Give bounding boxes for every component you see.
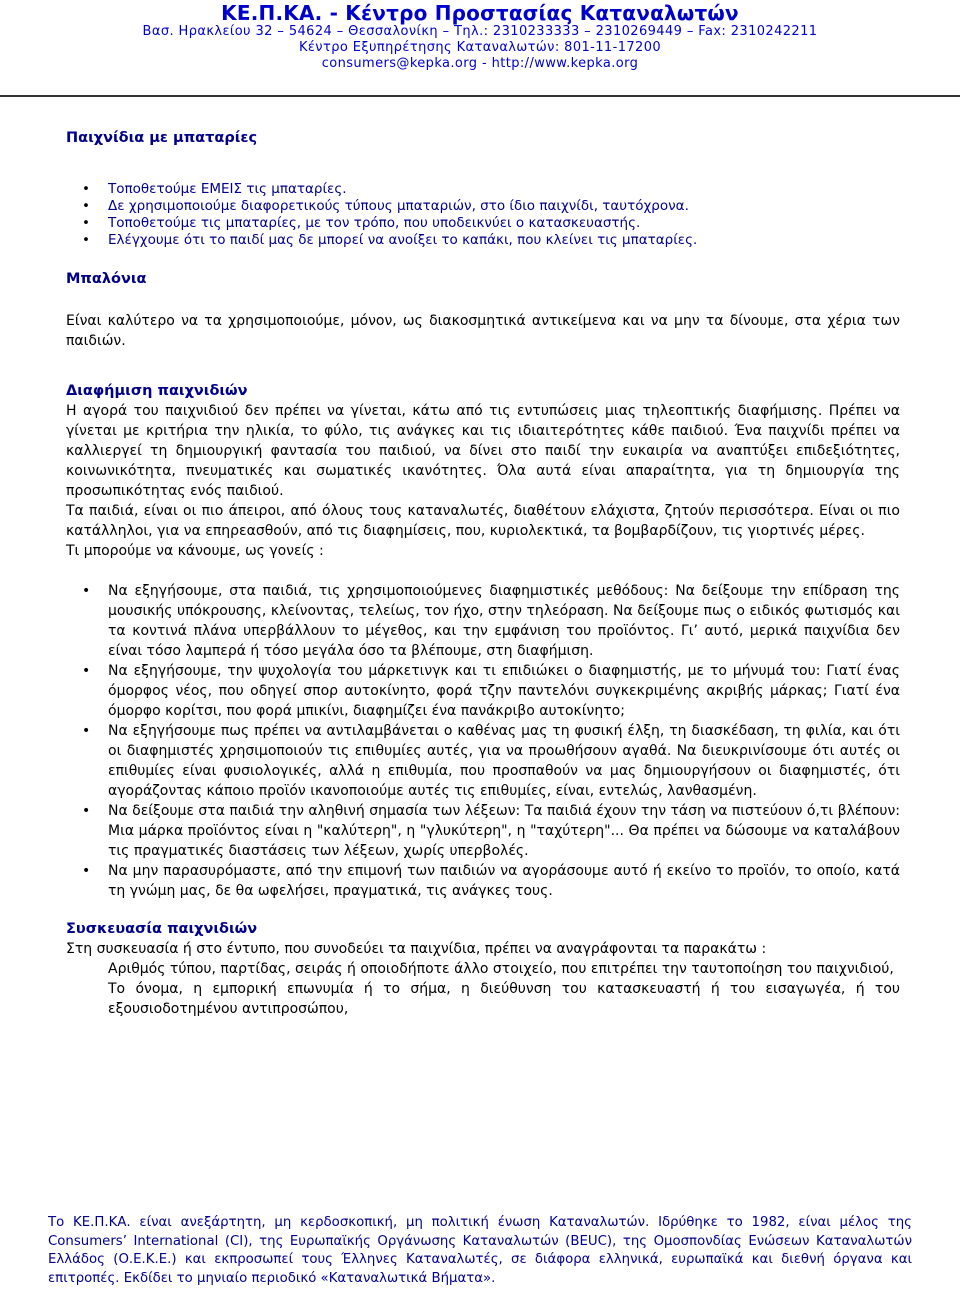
list-item: • Να εξηγήσουμε, στα παιδιά, τις χρησιμοποιούμενες διαφημιστικές μεθόδους: Να δείξουμε την επίδραση της μουσικής υπόκρουσης, κλείνοντας, τελείως, τον ήχο, στην τηλεόραση. Να δείξουμε πως ο ειδικός φωτισμός και τα κοντινά πλάνα υπερβάλλουν το μέγεθος, και την εμφάνιση του προϊόντος. Γι’ αυτό, μερικά παιχνίδια δεν είναι τόσο λαμπερά ή τόσο μεγάλα όσο τα βλέπουμε, στη διαφήμιση. xyxy=(66,581,900,661)
list-item: Αριθμός τύπου, παρτίδας, σειράς ή οποιοδήποτε άλλο στοιχείο, που επιτρέπει την ταυτοποίηση του παιχνιδιού, xyxy=(108,960,894,977)
contact-line: consumers@kepka.org - http://www.kepka.org xyxy=(321,56,639,71)
packaging-list xyxy=(66,959,900,1019)
balloons-text: Είναι καλύτερο να τα χρησιμοποιούμε, μόνον, ως διακοσμητικά αντικείμενα και να μην τα δίνουμε, στα χέρια των παιδιών. xyxy=(66,312,900,349)
list-item: • Δε χρησιμοποιούμε διαφορετικούς τύπους μπαταριών, στο ίδιο παιχνίδι, ταυτόχρονα. xyxy=(66,198,900,215)
header-divider xyxy=(0,95,960,97)
advertising-paragraph: Η αγορά του παιχνιδιού δεν πρέπει να γίνεται, κάτω από τις εντυπώσεις μιας τηλεοπτικής διαφήμισης. Πρέπει να γίνεται με κριτήρια την ηλικία, το φύλο, τις ανάγκες και τις ιδιαιτερότητες κάθε παιδιού. Ένα παιχνίδι πρέπει να καλλιεργεί τη δημιουργική φαντασία του παιδιού, να δίνει στο παιδί την ευκαιρία να αναπτύξει επιδεξιότητες, κοινωνικότητα, πνευματικές και σωματικές ικανότητες. Όλα αυτά είναι απαραίτητα, για τη δημιουργία της προσωπικότητας ενός παιδιού. xyxy=(66,402,900,499)
advertising-heading: Διαφήμιση παιχνιδιών xyxy=(66,382,248,399)
advertising-question: Τι μπορούμε να κάνουμε, ως γονείς : xyxy=(66,542,324,559)
batteries-heading: Παιχνίδια με μπαταρίες xyxy=(66,130,258,146)
address-line: Βασ. Ηρακλείου 32 – 54624 – Θεσσαλονίκη – Τηλ.: 2310233333 – 2310269449 – Fax: 2310242211 xyxy=(142,24,818,39)
packaging-heading: Συσκευασία παιχνιδιών xyxy=(66,920,258,937)
service-line: Κέντρο Εξυπηρέτησης Καταναλωτών: 801-11-17200 xyxy=(298,40,662,55)
balloons-heading: Μπαλόνια xyxy=(66,270,147,287)
advertising-list xyxy=(66,581,900,901)
list-item: • Να δείξουμε στα παιδιά την αληθινή σημασία των λέξεων: Τα παιδιά έχουν την τάση να πιστεύουν ό,τι βλέπουν: Μια μάρκα προϊόντος είναι η "καλύτερη", η "γλυκύτερη", η "ταχύτερη"... Θα πρέπει να δώσουμε να καταλάβουν τις πραγματικές διαστάσεις των λέξεων, χωρίς υπερβολές. xyxy=(66,801,900,861)
list-item: • Τοποθετούμε ΕΜΕΙΣ τις μπαταρίες. xyxy=(66,181,900,198)
organization-title: ΚΕ.Π.ΚΑ. - Κέντρο Προστασίας Καταναλωτών xyxy=(221,1,739,25)
packaging-intro: Στη συσκευασία ή στο έντυπο, που συνοδεύει τα παιχνίδια, πρέπει να αναγράφονται τα παρακάτω : xyxy=(66,940,767,957)
list-item: Το όνομα, η εμπορική επωνυμία ή το σήμα, η διεύθυνση του κατασκευαστή ή του εισαγωγέα, ή του εξουσιοδοτημένου αντιπροσώπου, xyxy=(108,980,900,1017)
document-body xyxy=(66,128,900,1019)
list-item: • Να εξηγήσουμε πως πρέπει να αντιλαμβάνεται ο καθένας μας τη φυσική έλξη, τη διασκέδαση, τη φιλία, και ότι οι διαφημιστές χρησιμοποιούν τις επιθυμίες αυτές, για να προωθήσουν αγαθά. Να διευκρινίσουμε ότι αυτές οι επιθυμίες είναι φυσιολογικές, αλλά η επιθυμία, που προσπαθούν να μας δημιουργήσουν οι διαφημιστές, ότι αγοράζοντας κάποιο προϊόν ικανοποιούμε αυτές τις επιθυμίες, είναι, εντελώς, λανθασμένη. xyxy=(66,721,900,801)
list-item: • Να εξηγήσουμε, την ψυχολογία του μάρκετινγκ και τι επιδιώκει ο διαφημιστής, με το μήνυμά του: Γιατί ένας όμορφος νέος, που οδηγεί σπορ αυτοκίνητο, φορά τζην παντελόνι συγκεκριμένης ακριβής μάρκας; Γιατί ένα όμορφο κορίτσι, που φορά μπικίνι, διαφημίζει ένα πανάκριβο αυτοκίνητο; xyxy=(66,661,900,721)
document-header xyxy=(0,0,960,72)
advertising-paragraph: Τα παιδιά, είναι οι πιο άπειροι, από όλους τους καταναλωτές, διαθέτουν ελάχιστα, ζητούν περισσότερα. Είναι οι πιο κατάλληλοι, για να επηρεασθούν, από τις διαφημίσεις, που, κυριολεκτικά, τα βομβαρδίζουν, τις γιορτινές μέρες. xyxy=(66,502,900,539)
list-item: • Να μην παρασυρόμαστε, από την επιμονή των παιδιών να αγοράσουμε αυτό ή εκείνο το προϊόν, το οποίο, κατά τη γνώμη μας, δε θα ωφελήσει, πραγματικά, τις ανάγκες τους. xyxy=(66,861,900,901)
footer-note: Το ΚΕ.Π.ΚΑ. είναι ανεξάρτητη, μη κερδοσκοπική, μη πολιτική ένωση Καταναλωτών. Ιδρύθηκε το 1982, είναι μέλος της Consumers’ International (CI), της Ευρωπαϊκής Οργάνωσης Καταναλωτών (BEUC), της Ομοσπονδίας Ενώσεων Καταναλωτών Ελλάδος (Ο.Ε.Κ.Ε.) και εκπροσωπεί τους Έλληνες Καταναλωτές, σε διάφορα ελληνικά, ευρωπαϊκά και διεθνή όργανα και επιτροπές. Εκδίδει το μηνιαίο περιοδικό «Καταναλωτικά Βήματα». xyxy=(48,1215,912,1286)
list-item: • Ελέγχουμε ότι το παιδί μας δε μπορεί να ανοίξει το καπάκι, που κλείνει τις μπαταρίες. xyxy=(66,232,900,249)
batteries-list xyxy=(66,181,900,249)
list-item: • Τοποθετούμε τις μπαταρίες, με τον τρόπο, που υποδεικνύει ο κατασκευαστής. xyxy=(66,215,900,232)
